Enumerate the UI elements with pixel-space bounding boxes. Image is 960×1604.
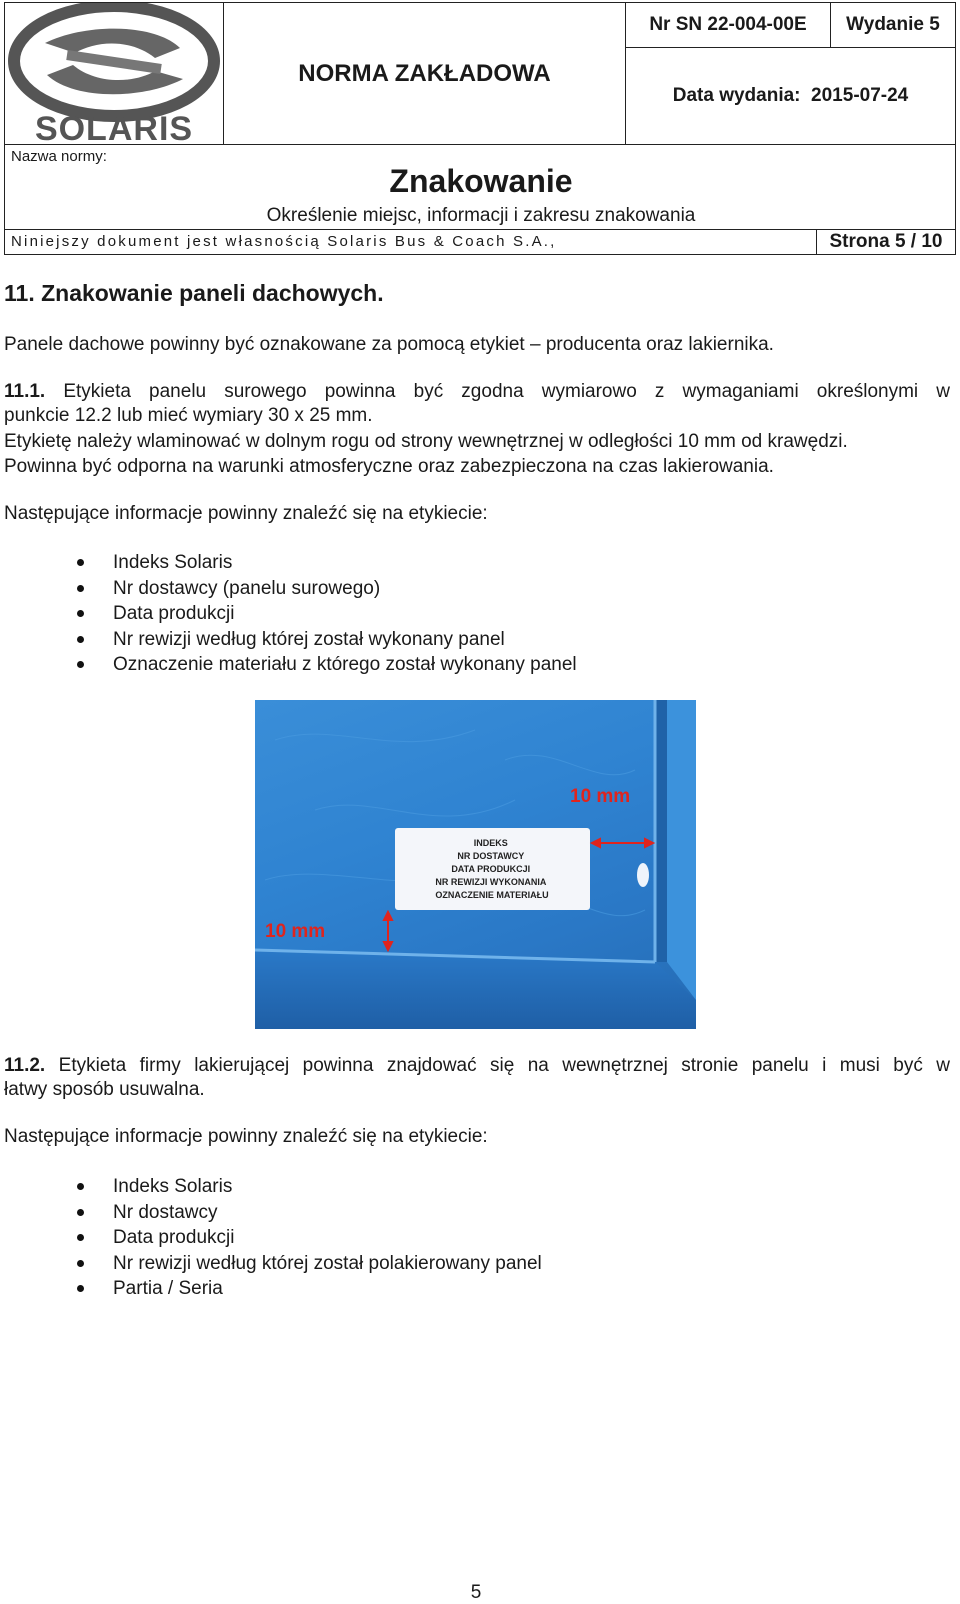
label-line: NR DOSTAWCY (457, 851, 525, 861)
paragraph-11-1-line4: Powinna być odporna na warunki atmosferyczne oraz zabezpieczona na czas lakierowania. (4, 456, 774, 477)
list-item: Data produkcji (0, 1225, 542, 1251)
dimension-label-left: 10 mm (265, 921, 326, 942)
logo-text: SOLARIS (34, 110, 194, 144)
dimension-label-right: 10 mm (570, 786, 631, 807)
paragraph-11-2-line1 (4, 1054, 950, 1079)
list-item: Oznaczenie materiału z którego został wykonany panel (0, 652, 577, 678)
norm-number: Nr SN 22-004-00E (649, 14, 807, 35)
norm-name-label: Nazwa normy: (11, 148, 107, 165)
list-item: Nr dostawcy (0, 1200, 542, 1226)
paragraph-11-1-line1 (4, 380, 950, 405)
page-indicator: Strona 5 / 10 (829, 231, 943, 252)
ownership-note: Niniejszy dokument jest własnością Solaris Bus & Coach S.A., (11, 233, 557, 250)
panel-photo-illustration (255, 700, 696, 1029)
panel-photo (255, 700, 696, 1029)
paragraph-11-2-line2: łatwy sposób usuwalna. (4, 1079, 205, 1100)
ownership-cell (4, 229, 817, 255)
norm-name-cell (4, 144, 956, 230)
paragraph-number: 11.1. (4, 381, 46, 402)
edition-cell (830, 2, 956, 48)
dimension-arrow-right (592, 839, 653, 847)
paragraph-text: Etykieta firmy lakierującej powinna znajdować się na wewnętrznej stronie panelu i musi być w (58, 1055, 951, 1076)
document-header (4, 2, 956, 255)
logo-cell (4, 2, 224, 145)
list1 (0, 550, 577, 678)
list-item: Indeks Solaris (0, 550, 577, 576)
list1-intro: Następujące informacje powinny znaleźć się na etykiecie: (4, 503, 488, 524)
paragraph-number: 11.2. (4, 1055, 46, 1076)
list2-intro: Następujące informacje powinny znaleźć się na etykiecie: (4, 1126, 488, 1147)
list2 (0, 1174, 542, 1302)
page-number: 5 (470, 1582, 482, 1603)
label-line: NR REWIZJI WYKONANIA (435, 877, 547, 887)
issue-date-cell (625, 47, 956, 145)
paragraph-text: Etykieta panelu surowego powinna być zgodna wymiarowo z wymaganiami określonymi w (63, 381, 950, 402)
list-item: Nr dostawcy (panelu surowego) (0, 576, 577, 602)
edition: Wydanie 5 (846, 14, 940, 35)
paragraph-11-1-line2: punkcie 12.2 lub mieć wymiary 30 x 25 mm. (4, 405, 373, 426)
dimension-arrow-left (384, 912, 392, 950)
list-item: Nr rewizji według której został wykonany panel (0, 627, 577, 653)
section-heading: 11. Znakowanie paneli dachowych. (4, 280, 384, 306)
document-title: Znakowanie (389, 163, 573, 199)
norma-cell (223, 2, 626, 145)
list-item: Partia / Seria (0, 1276, 542, 1302)
label-line: DATA PRODUKCJI (451, 864, 531, 874)
list-item: Data produkcji (0, 601, 577, 627)
section-intro: Panele dachowe powinny być oznakowane za pomocą etykiet – producenta oraz lakiernika. (4, 334, 774, 355)
paragraph-11-1-line3: Etykietę należy wlaminować w dolnym rogu od strony wewnętrznej w odległości 10 mm od krawędzi. (4, 431, 848, 452)
norma-label: NORMA ZAKŁADOWA (298, 59, 551, 87)
solaris-logo (5, 3, 223, 144)
list-item: Nr rewizji według której został polakierowany panel (0, 1251, 542, 1277)
issue-date: Data wydania: 2015-07-24 (672, 85, 909, 106)
document-subtitle: Określenie miejsc, informacji i zakresu znakowania (266, 205, 696, 226)
label-line: OZNACZENIE MATERIAŁU (435, 890, 549, 900)
list-item: Indeks Solaris (0, 1174, 542, 1200)
page-indicator-cell (816, 229, 956, 255)
norm-number-cell (625, 2, 831, 48)
label-line: INDEKS (473, 838, 508, 848)
